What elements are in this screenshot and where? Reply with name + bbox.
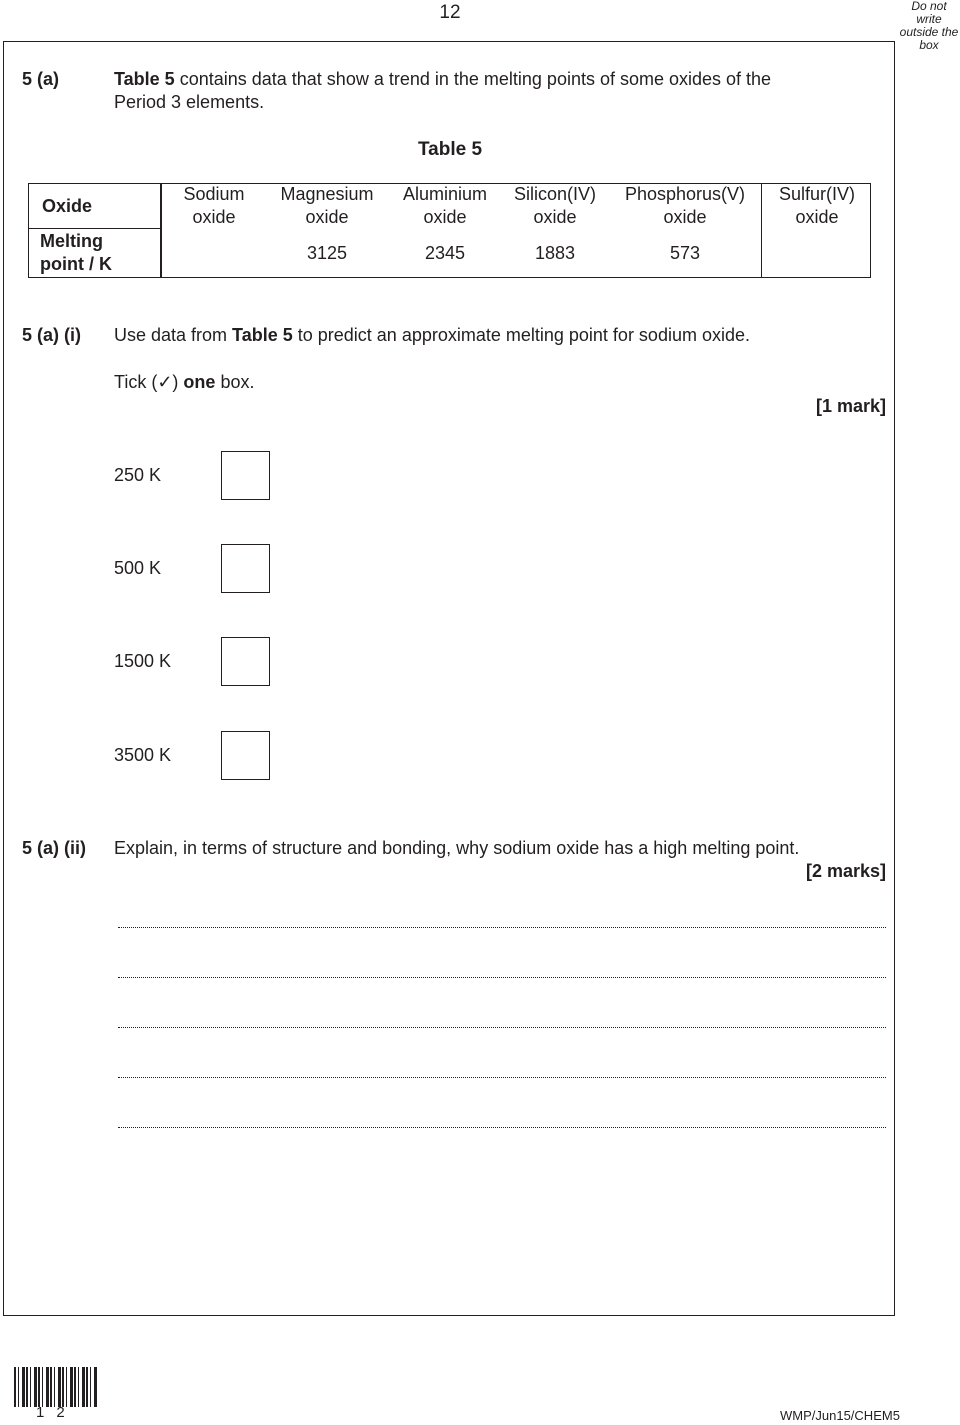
oxide-name xyxy=(500,183,610,229)
question-number: 5 (a) xyxy=(22,69,60,89)
barcode-number: 12 xyxy=(36,1404,77,1421)
intro-text: contains data that show a trend in the melting points of some oxides of the xyxy=(174,69,772,89)
answer-line[interactable] xyxy=(118,977,886,978)
answer-line[interactable] xyxy=(118,1127,886,1128)
part-i-text: to predict an approximate melting point for sodium oxide. xyxy=(292,325,750,345)
option-label: 3500 K xyxy=(114,745,172,765)
part-i-text: Use data from xyxy=(114,325,233,345)
marks-label: [2 marks] xyxy=(805,861,886,881)
melting-point-value: 2345 xyxy=(424,243,466,263)
oxide-name-line2: oxide xyxy=(795,207,839,227)
margin-note-line: Do not write xyxy=(911,0,947,26)
oxide-name-line1: Silicon(IV) xyxy=(513,184,597,204)
row-header-melting-point xyxy=(28,230,132,276)
oxide-name-line1: Phosphorus(V) xyxy=(624,184,746,204)
oxide-name-line2: oxide xyxy=(305,207,349,227)
part-i-number: 5 (a) (i) xyxy=(22,325,82,345)
tick-instruction-text: box. xyxy=(215,372,255,392)
tick-instruction-emphasis: one xyxy=(183,372,216,392)
row-header-melting: Melting xyxy=(40,231,103,251)
melting-point-value: 573 xyxy=(669,243,701,263)
margin-note-line: outside the xyxy=(899,25,959,39)
oxide-name-line2: oxide xyxy=(423,207,467,227)
question-intro xyxy=(114,68,874,114)
table-reference: Table 5 xyxy=(114,69,175,89)
part-i-question xyxy=(114,324,884,347)
column-divider xyxy=(761,183,762,278)
oxide-name xyxy=(164,183,264,229)
melting-point-value: 3125 xyxy=(306,243,348,263)
row-header-unit: point / K xyxy=(40,254,112,274)
option-label: 500 K xyxy=(114,558,162,578)
paper-code: WMP/Jun15/CHEM5 xyxy=(780,1408,900,1423)
option-label: 1500 K xyxy=(114,651,172,671)
row-divider xyxy=(28,228,161,229)
oxide-name-line1: Magnesium xyxy=(280,184,374,204)
option-checkbox[interactable] xyxy=(221,544,270,593)
barcode xyxy=(14,1367,98,1407)
oxide-name-line1: Sodium xyxy=(183,184,245,204)
option-checkbox[interactable] xyxy=(221,451,270,500)
page-number: 12 xyxy=(439,2,461,23)
oxide-name-line2: oxide xyxy=(533,207,577,227)
melting-point-value: 1883 xyxy=(534,243,576,263)
option-checkbox[interactable] xyxy=(221,637,270,686)
marks-label: [1 mark] xyxy=(815,396,886,416)
answer-line[interactable] xyxy=(118,1027,886,1028)
table-caption: Table 5 xyxy=(417,139,483,160)
table-reference: Table 5 xyxy=(232,325,293,345)
part-ii-question: Explain, in terms of structure and bonding, why sodium oxide has a high melting point. xyxy=(114,838,800,858)
check-mark-icon: ✓ xyxy=(157,372,173,392)
margin-note xyxy=(898,0,960,52)
intro-text-line2: Period 3 elements. xyxy=(114,92,265,112)
oxide-name-line2: oxide xyxy=(192,207,236,227)
tick-instruction-text: Tick ( xyxy=(114,372,158,392)
part-ii-number: 5 (a) (ii) xyxy=(22,838,87,858)
option-label: 250 K xyxy=(114,465,162,485)
tick-instruction-text: ) xyxy=(172,372,184,392)
oxide-name xyxy=(763,183,871,229)
oxide-name-line1: Aluminium xyxy=(402,184,488,204)
answer-line[interactable] xyxy=(118,1077,886,1078)
oxide-name xyxy=(390,183,500,229)
row-header-oxide: Oxide xyxy=(41,196,93,216)
tick-instruction xyxy=(114,371,254,394)
option-checkbox[interactable] xyxy=(221,731,270,780)
margin-note-line: box xyxy=(919,38,939,52)
oxide-name-line2: oxide xyxy=(663,207,707,227)
answer-line[interactable] xyxy=(118,927,886,928)
oxide-name xyxy=(612,183,758,229)
oxide-name-line1: Sulfur(IV) xyxy=(778,184,856,204)
oxide-name xyxy=(272,183,382,229)
